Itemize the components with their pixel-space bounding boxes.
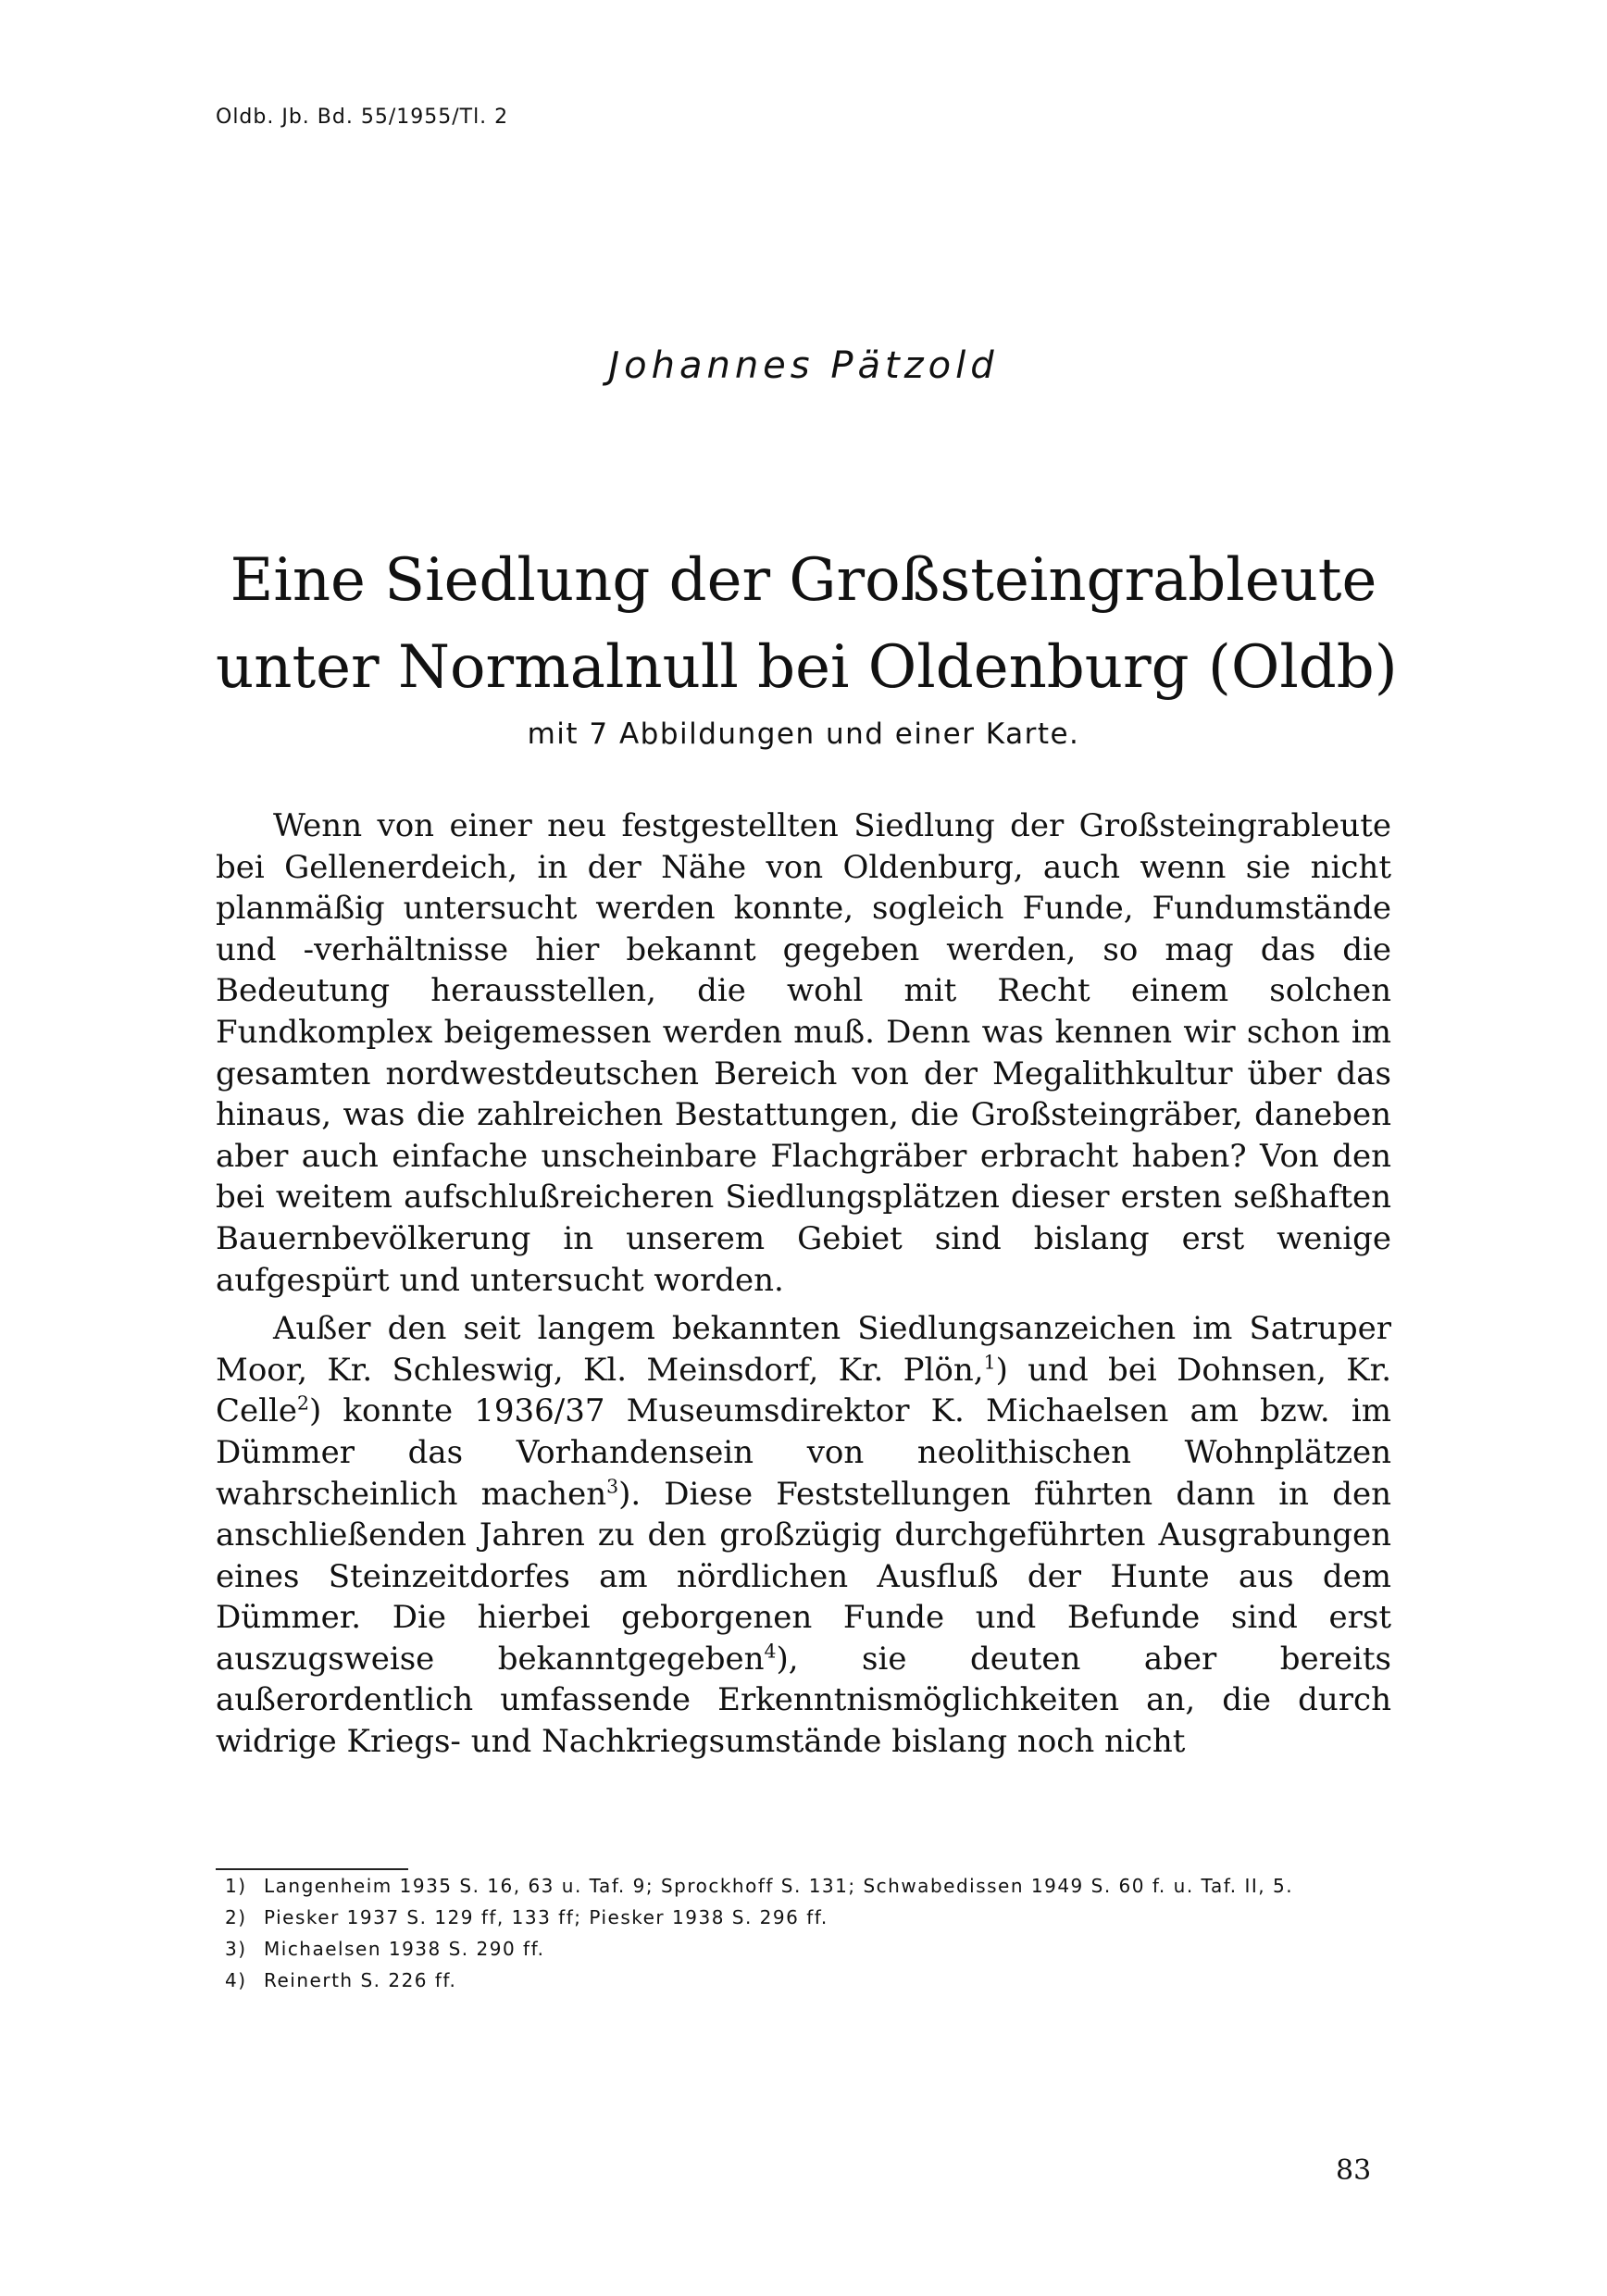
title-line-2: unter Normalnull bei Oldenburg (Oldb) xyxy=(216,633,1398,702)
body-text xyxy=(216,805,1391,1763)
footnote-item xyxy=(216,1876,1391,1896)
footnote-mark: 1) xyxy=(225,1875,247,1897)
running-head: Oldb. Jb. Bd. 55/1955/Tl. 2 xyxy=(216,106,509,129)
footnote-item xyxy=(216,1970,1391,1990)
paragraph-2-part-a: Außer den seit langem bekannten Siedlungsanzeichen im Satruper Moor, Kr. Schleswig, Kl. Meinsdorf, Kr. Plön, xyxy=(216,1310,1391,1389)
footnote-item xyxy=(216,1907,1391,1928)
footnote-ref-1: 1 xyxy=(983,1351,996,1374)
paragraph-2-part-c: ) konnte 1936/37 Museumsdirektor K. Michaelsen am bzw. im Dümmer das Vorhandensein von neolithischen Wohnplätzen wahrscheinlich machen xyxy=(216,1392,1391,1513)
footnote-item xyxy=(216,1939,1391,1959)
footnote-divider xyxy=(216,1868,408,1870)
title-line-1: Eine Siedlung der Großsteingrableute xyxy=(230,546,1377,615)
footnote-text: Michaelsen 1938 S. 290 ff. xyxy=(264,1938,545,1960)
paragraph-2-part-d: ). Diese Feststellungen führten dann in den anschließenden Jahren zu den großzügig durchgeführten Ausgrabungen eines Steinzeitdorfes am nördlichen Ausfluß der Hunte aus dem Dümmer. Die hierbei geborgenen Funde und Befunde sind erst auszugsweise bekanntgegeben xyxy=(216,1475,1391,1678)
article-title xyxy=(216,537,1398,711)
paragraph-2-part-e: ), sie deuten aber bereits außerordentlich umfassende Erkenntnismöglichkeiten an, die durch widrige Kriegs- und Nachkriegsumstände bislang noch nicht xyxy=(216,1640,1391,1761)
footnotes-list xyxy=(216,1876,1391,2002)
footnote-text: Piesker 1937 S. 129 ff, 133 ff; Piesker 1938 S. 296 ff. xyxy=(264,1906,828,1928)
author-name: Johannes Pätzold xyxy=(608,344,999,387)
footnote-text: Langenheim 1935 S. 16, 63 u. Taf. 9; Sprockhoff S. 131; Schwabedissen 1949 S. 60 f. u. Taf. II, 5. xyxy=(264,1875,1294,1897)
paragraph-1: Wenn von einer neu festgestellten Siedlung der Großsteingrableute bei Gellenerdeich, in der Nähe von Oldenburg, auch wenn sie nicht planmäßig untersucht werden konnte, sogleich Funde, Fundumstände und -verhältnisse hier bekannt gegeben werden, so mag das die Bedeutung herausstellen, die wohl mit Recht einem solchen Fundkomplex beigemessen werden muß. Denn was kennen wir schon im gesamten nordwestdeutschen Bereich von der Megalithkultur über das hinaus, was die zahlreichen Bestattungen, die Großsteingräber, daneben aber auch einfache unscheinbare Flachgräber erbracht haben? Von den bei weitem aufschlußreicheren Siedlungsplätzen dieser ersten seßhaften Bauernbevölkerung in unserem Gebiet sind bislang erst wenige aufgespürt und untersucht worden. xyxy=(216,807,1391,1299)
article-subtitle: mit 7 Abbildungen und einer Karte. xyxy=(527,718,1080,751)
footnote-ref-3: 3 xyxy=(606,1475,619,1498)
paragraph-2-part-b: ) und bei Dohnsen, Kr. Celle xyxy=(216,1351,1391,1430)
footnote-text: Reinerth S. 226 ff. xyxy=(264,1969,457,1991)
footnote-ref-4: 4 xyxy=(764,1640,777,1663)
footnote-mark: 3) xyxy=(225,1938,247,1960)
paragraph-2 xyxy=(216,1308,1391,1763)
footnote-mark: 4) xyxy=(225,1969,247,1991)
footnote-ref-2: 2 xyxy=(297,1391,309,1415)
footnote-mark: 2) xyxy=(225,1906,247,1928)
page-number: 83 xyxy=(1336,2154,1372,2187)
